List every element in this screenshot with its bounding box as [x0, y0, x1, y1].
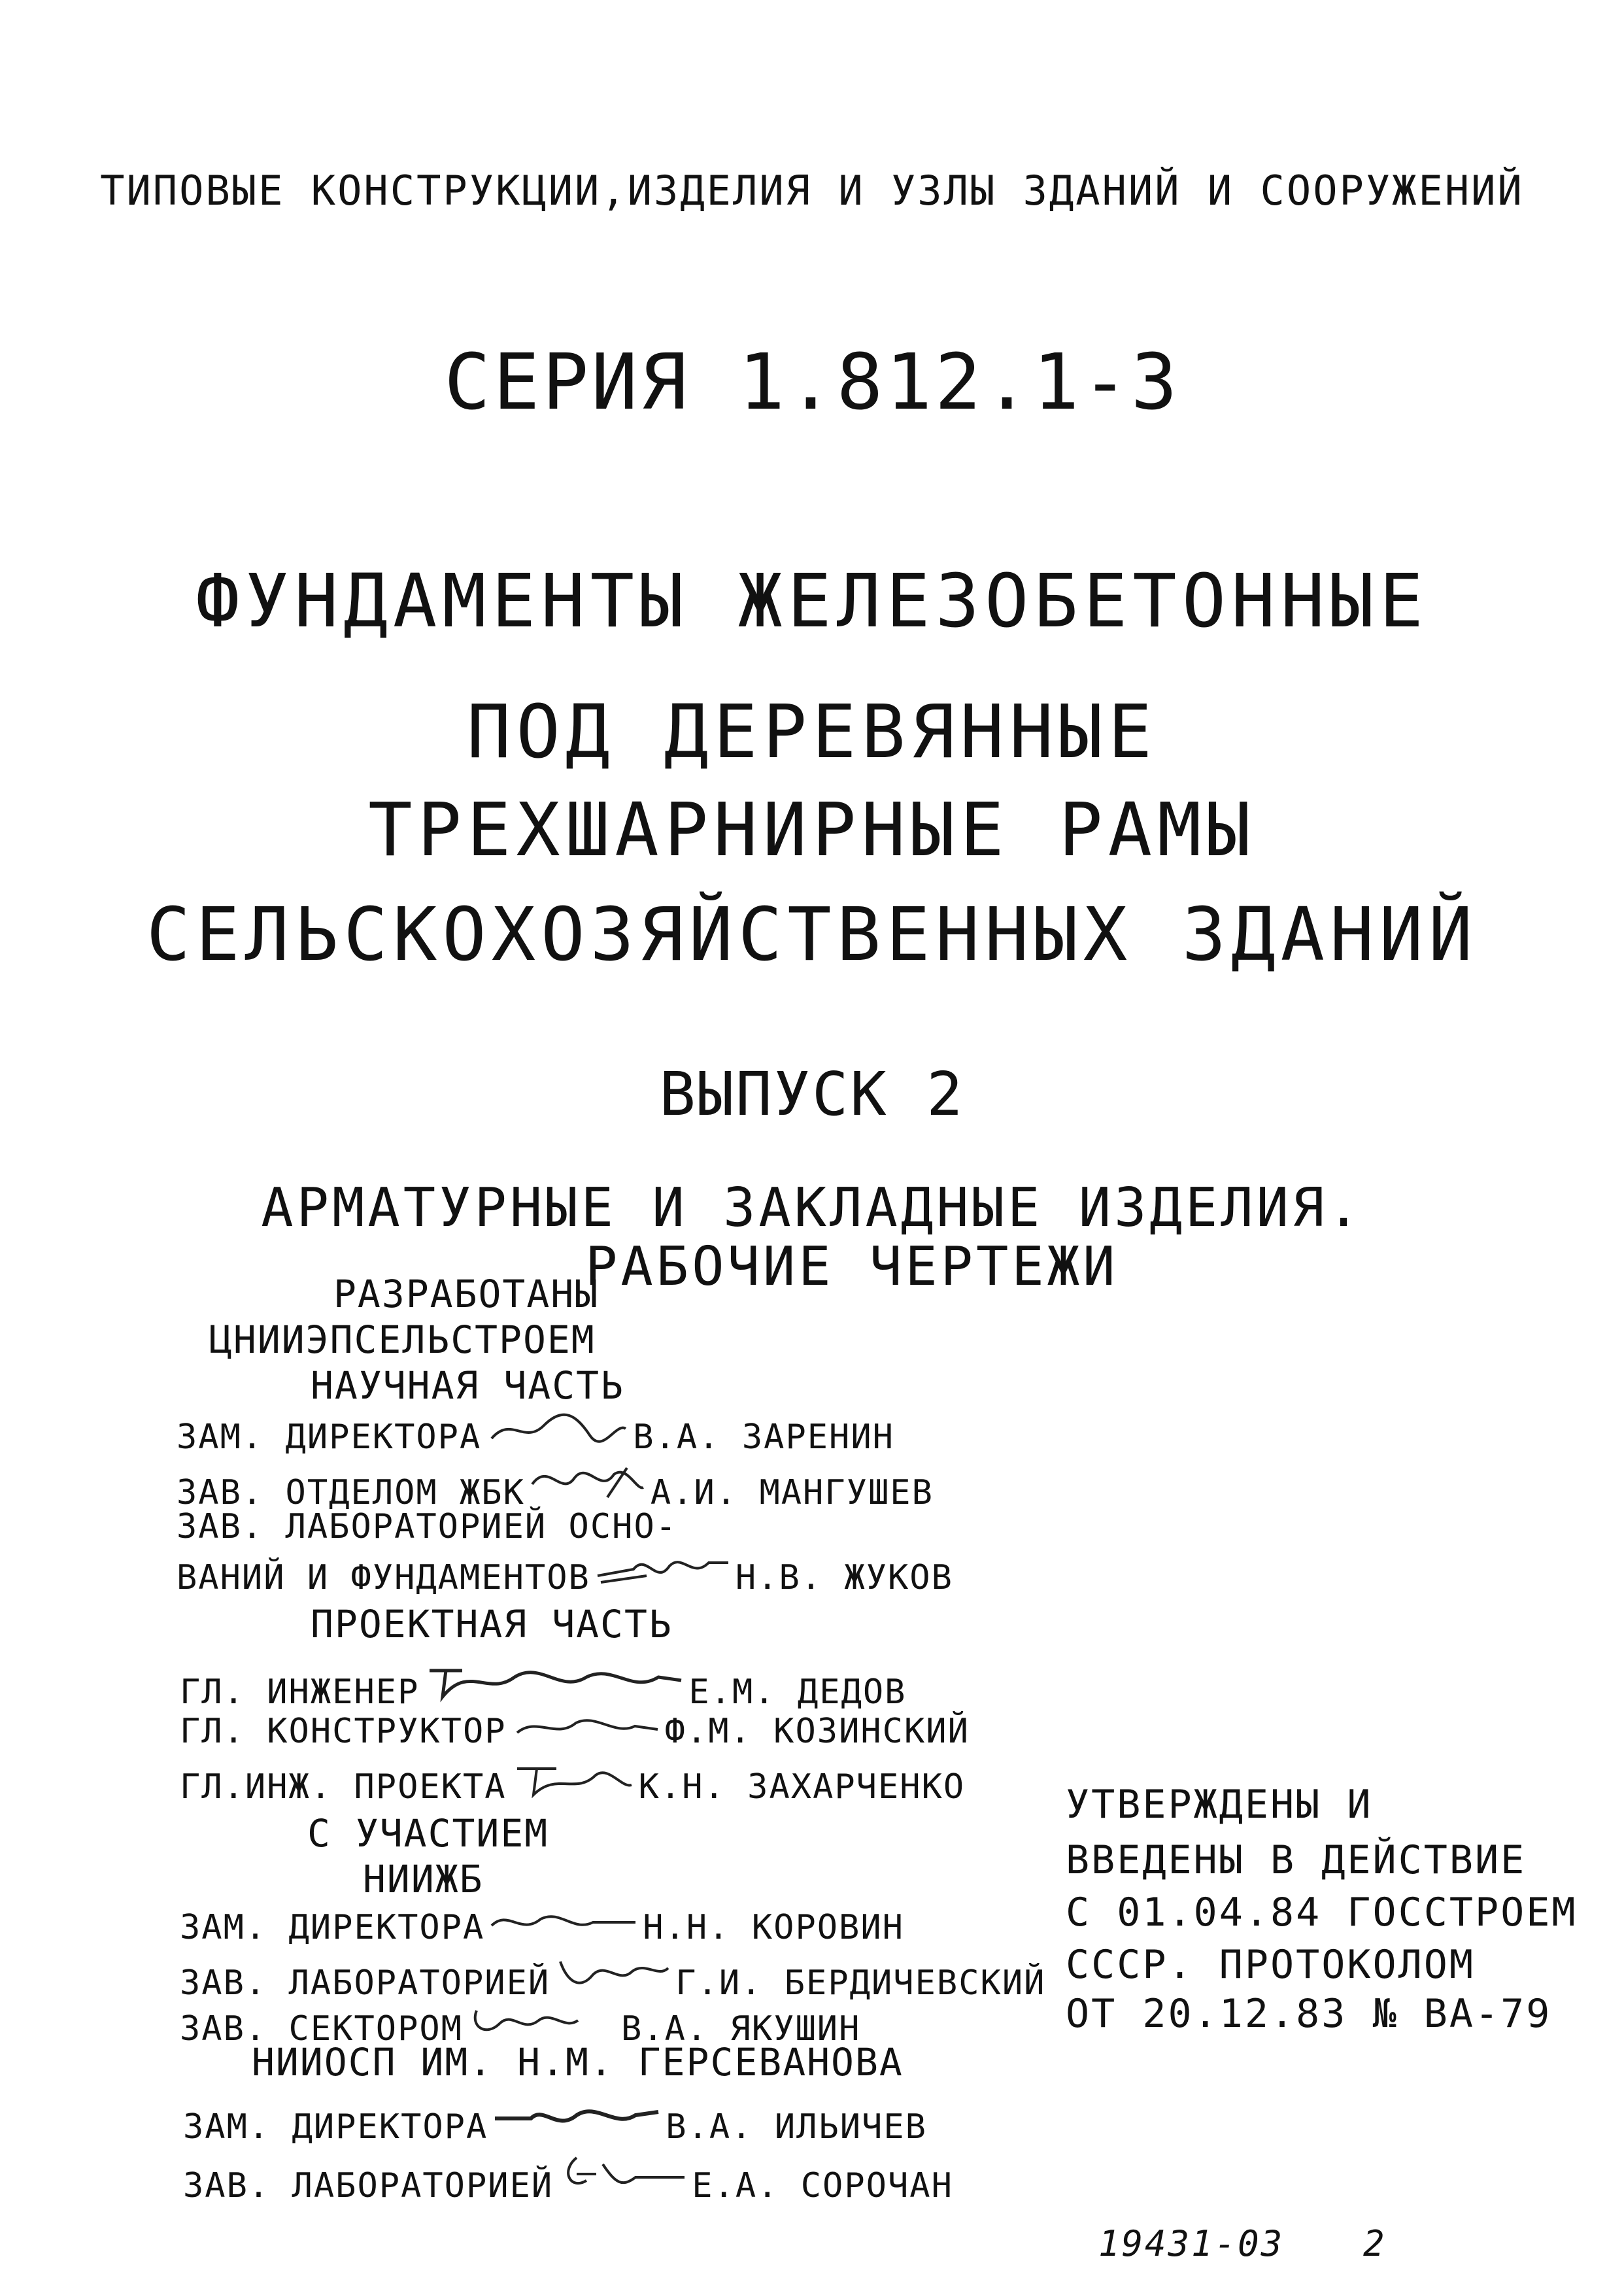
- series-header: ТИПОВЫЕ КОНСТРУКЦИИ,ИЗДЕЛИЯ И УЗЛЫ ЗДАНИЙ И СООРУЖЕНИЙ: [100, 167, 1524, 214]
- signatory-role: ГЛ. КОНСТРУКТОР: [180, 1712, 507, 1751]
- signatory-role: ЗАВ. ЛАБОРАТОРИЕЙ ОСНО-: [177, 1507, 678, 1546]
- signatory-row: [180, 1955, 1045, 2003]
- handwritten-signature: [529, 1458, 647, 1504]
- signatory-name: В.А. ИЛЬИЧЕВ: [666, 2107, 927, 2147]
- handwritten-signature: [488, 1906, 639, 1939]
- signatory-name: Ф.М. КОЗИНСКИЙ: [664, 1712, 970, 1751]
- niiosp-heading: НИИОСП ИМ. Н.М. ГЕРСЕВАНОВА: [252, 2040, 904, 2084]
- handwritten-signature: [492, 2099, 662, 2138]
- signatory-row: [177, 1409, 894, 1457]
- signatory-role: ГЛ. ИНЖЕНЕР: [180, 1673, 420, 1712]
- signatory-row: [183, 2099, 927, 2147]
- signatory-row: [180, 1710, 970, 1751]
- signatory-name: В.А. ЗАРЕНИН: [633, 1418, 894, 1457]
- science-part-heading: НАУЧНАЯ ЧАСТЬ: [311, 1363, 624, 1408]
- signatory-role: ЗАМ. ДИРЕКТОРА: [180, 1908, 485, 1947]
- signatory-role: ЗАМ. ДИРЕКТОРА: [183, 2107, 488, 2147]
- document-number: 19431-03: [1098, 2223, 1285, 2264]
- participation-heading: С УЧАСТИЕМ: [307, 1811, 549, 1856]
- signatory-row: [180, 1906, 904, 1947]
- design-part-heading: ПРОЕКТНАЯ ЧАСТЬ: [311, 1602, 673, 1646]
- handwritten-signature: [557, 2151, 688, 2197]
- signatory-role: ЗАВ. ОТДЕЛОМ ЖБК: [177, 1473, 525, 1512]
- developed-by-label: РАЗРАБОТАНЫ: [333, 1272, 600, 1316]
- signatory-role: ВАНИЙ И ФУНДАМЕНТОВ: [177, 1558, 590, 1597]
- title-line-3: ТРЕХШАРНИРНЫЕ РАМЫ: [368, 788, 1256, 873]
- approval-line-2: ВВЕДЕНЫ В ДЕЙСТВИЕ: [1066, 1837, 1527, 1883]
- handwritten-signature: [511, 1759, 635, 1798]
- signatory-role: ЗАВ. ЛАБОРАТОРИЕЙ: [180, 1964, 550, 2003]
- signatory-name: Г.И. БЕРДИЧЕВСКИЙ: [675, 1964, 1046, 2003]
- signatory-role: ГЛ.ИНЖ. ПРОЕКТА: [180, 1767, 507, 1807]
- signatory-row: [180, 1759, 965, 1807]
- approval-line-5: ОТ 20.12.83 № ВА-79: [1066, 1991, 1552, 2037]
- signatory-name: К.Н. ЗАХАРЧЕНКО: [638, 1767, 966, 1807]
- signatory-row: [180, 1658, 906, 1712]
- signatory-row: [183, 2151, 953, 2205]
- series-code: СЕРИЯ 1.812.1-3: [444, 337, 1180, 427]
- handwritten-signature: [554, 1955, 671, 1994]
- approval-line-3: С 01.04.84 ГОССТРОЕМ: [1066, 1890, 1578, 1935]
- signatory-role: ЗАВ. ЛАБОРАТОРИЕЙ: [183, 2166, 554, 2205]
- handwritten-signature: [511, 1710, 661, 1742]
- signatory-row: [177, 1458, 934, 1512]
- signatory-row: [177, 1507, 677, 1546]
- subtitle-line-2: РАБОЧИЕ ЧЕРТЕЖИ: [585, 1236, 1119, 1298]
- niizhb-heading: НИИЖБ: [363, 1857, 484, 1901]
- title-line-4: СЕЛЬСКОХОЗЯЙСТВЕННЫХ ЗДАНИЙ: [146, 892, 1478, 978]
- developer-org: ЦНИИЭПСЕЛЬСТРОЕМ: [209, 1318, 596, 1362]
- signatory-role: ЗАМ. ДИРЕКТОРА: [177, 1418, 482, 1457]
- handwritten-signature: [467, 2001, 617, 2040]
- handwritten-signature: [594, 1550, 732, 1589]
- signatory-name: А.И. МАНГУШЕВ: [650, 1473, 934, 1512]
- signatory-name: Е.М. ДЕДОВ: [688, 1673, 907, 1712]
- handwritten-signature: [423, 1658, 685, 1703]
- signatory-name: Н.Н. КОРОВИН: [643, 1908, 904, 1947]
- signatory-name: Е.А. СОРОЧАН: [692, 2166, 953, 2205]
- signatory-name: В.А. ЯКУШИН: [621, 2009, 861, 2048]
- issue-number: ВЫПУСК 2: [659, 1059, 965, 1129]
- subtitle-line-1: АРМАТУРНЫЕ И ЗАКЛАДНЫЕ ИЗДЕЛИЯ.: [261, 1177, 1363, 1239]
- signatory-name: Н.В. ЖУКОВ: [735, 1558, 953, 1597]
- approval-line-4: СССР. ПРОТОКОЛОМ: [1066, 1942, 1475, 1988]
- signatory-role: ЗАВ. СЕКТОРОМ: [180, 2009, 463, 2048]
- page-number: 2: [1363, 2223, 1387, 2264]
- title-line-1: ФУНДАМЕНТЫ ЖЕЛЕЗОБЕТОННЫЕ: [195, 559, 1429, 644]
- approval-line-1: УТВЕРЖДЕНЫ И: [1066, 1782, 1373, 1828]
- title-line-2: ПОД ДЕРЕВЯННЫЕ: [466, 690, 1157, 775]
- signatory-row: [177, 1550, 953, 1597]
- handwritten-signature: [485, 1409, 629, 1448]
